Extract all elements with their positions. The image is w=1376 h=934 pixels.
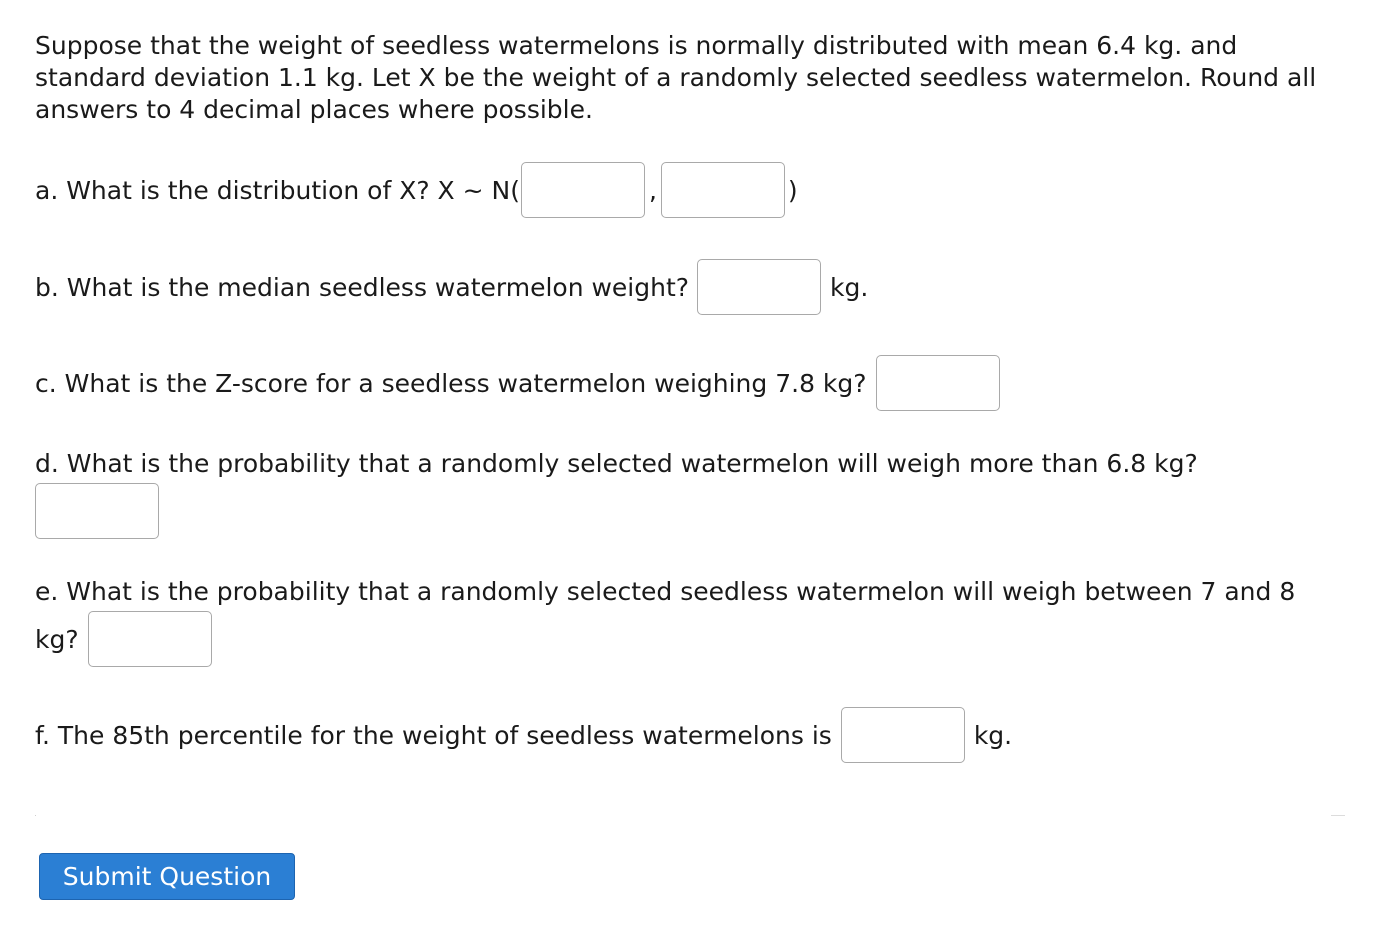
intro-line-3: answers to 4 decimal places where possible. xyxy=(35,95,593,124)
divider xyxy=(35,815,1345,816)
probability-between-input[interactable] xyxy=(88,611,212,667)
part-b-unit: kg. xyxy=(830,272,869,302)
part-d-text: d. What is the probability that a randomly selected watermelon will weigh more than 6.8 kg? xyxy=(35,449,1198,478)
intro-line-2: standard deviation 1.1 kg. Let X be the weight of a randomly selected seedless watermelon. Round all xyxy=(35,63,1317,92)
question-intro xyxy=(35,30,1345,126)
median-input[interactable] xyxy=(697,259,821,315)
part-f-text: f. The 85th percentile for the weight of seedless watermelons is xyxy=(35,720,832,750)
probability-more-than-input[interactable] xyxy=(35,483,159,539)
part-c xyxy=(35,355,1003,411)
submit-question-button[interactable]: Submit Question xyxy=(39,853,295,900)
part-f xyxy=(35,707,1012,763)
part-a-close-paren: ) xyxy=(787,175,798,205)
part-e-line-2 xyxy=(35,611,215,667)
percentile-input[interactable] xyxy=(841,707,965,763)
distribution-mean-input[interactable] xyxy=(521,162,645,218)
z-score-input[interactable] xyxy=(876,355,1000,411)
intro-line-1: Suppose that the weight of seedless watermelons is normally distributed with mean 6.4 kg. and xyxy=(35,31,1238,60)
part-e-line-1 xyxy=(35,577,1295,606)
part-d xyxy=(35,449,1198,478)
part-c-text: c. What is the Z-score for a seedless watermelon weighing 7.8 kg? xyxy=(35,368,867,398)
part-e-text-line-2: kg? xyxy=(35,624,79,654)
part-a-comma: , xyxy=(648,175,657,205)
part-a xyxy=(35,162,798,218)
part-b-text: b. What is the median seedless watermelon weight? xyxy=(35,272,690,302)
part-f-unit: kg. xyxy=(973,720,1013,750)
part-e-text-line-1: e. What is the probability that a randomly selected seedless watermelon will weigh between 7 and 8 xyxy=(35,577,1296,606)
part-b xyxy=(35,259,868,315)
distribution-sd-input[interactable] xyxy=(661,162,785,218)
part-a-text: a. What is the distribution of X? X ~ N( xyxy=(35,175,520,205)
